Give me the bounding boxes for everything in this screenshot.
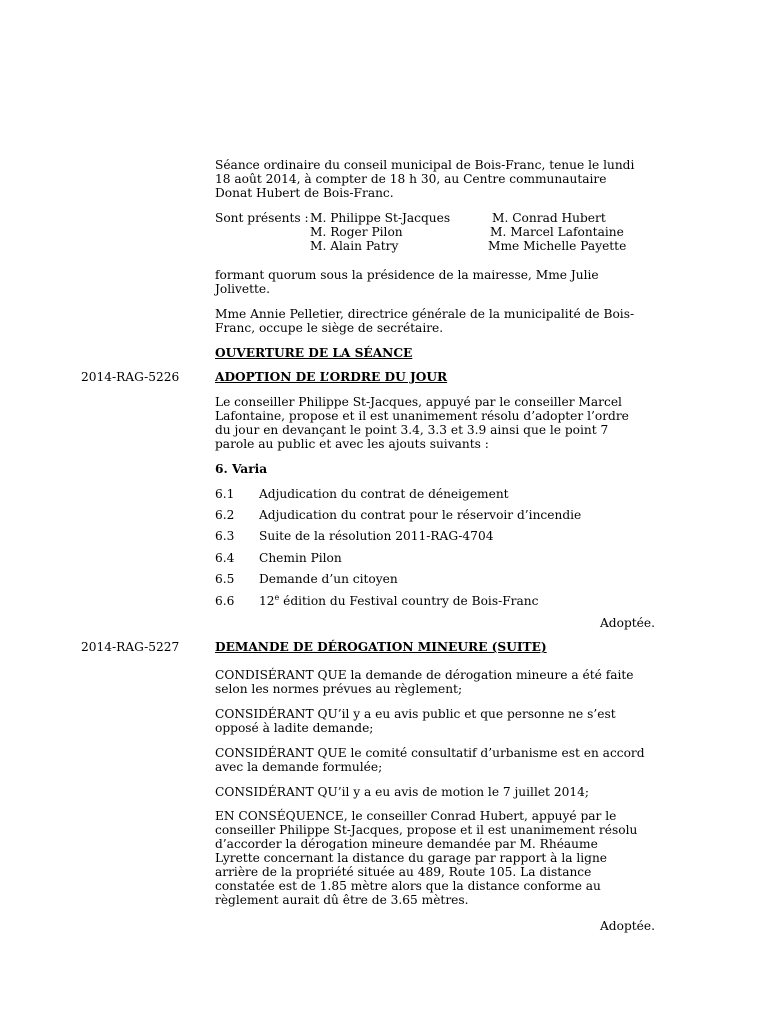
resolution-body-line: parole au public et avec les ajouts suivants : [215, 437, 489, 451]
varia-item-text: Adjudication du contrat pour le réservoir d’incendie [259, 508, 582, 522]
resolution-body-line: du jour en devançant le point 3.4, 3.3 et 3.9 ainsi que le point 7 [215, 423, 609, 437]
attendee: M. Conrad Hubert [492, 211, 606, 225]
varia-item-number: 6.5 [215, 572, 235, 586]
varia-title: 6. Varia [215, 462, 268, 476]
varia-item-text: Chemin Pilon [259, 551, 342, 565]
consequence-line: règlement aurait dû être de 3.65 mètres. [215, 893, 469, 907]
attendee: Mme Michelle Payette [488, 239, 627, 253]
intro-line: 18 août 2014, à compter de 18 h 30, au Centre communautaire [215, 172, 607, 186]
varia-item-text [259, 594, 538, 608]
considerant-line: opposé à ladite demande; [215, 721, 374, 735]
considerant-line: avec la demande formulée; [215, 760, 383, 774]
intro-line: Donat Hubert de Bois-Franc. [215, 186, 394, 200]
considerant-line: selon les normes prévues au règlement; [215, 682, 463, 696]
varia-item-number: 6.4 [215, 551, 235, 565]
considerant-line: CONDISÉRANT QUE la demande de dérogation mineure a été faite [215, 668, 634, 682]
opening-heading: OUVERTURE DE LA SÉANCE [215, 346, 413, 360]
considerant-line: CONSIDÉRANT QUE le comité consultatif d’urbanisme est en accord [215, 746, 645, 760]
consequence-line: conseiller Philippe St-Jacques, propose et il est unanimement résolu [215, 823, 638, 837]
consequence-line: constatée est de 1.85 mètre alors que la distance conforme au [215, 879, 601, 893]
varia-item-text-pre: 12 [259, 594, 275, 608]
resolution-number: 2014-RAG-5226 [81, 370, 180, 384]
varia-item-text: Demande d’un citoyen [259, 572, 398, 586]
varia-item-number: 6.6 [215, 594, 235, 608]
attendee: M. Roger Pilon [310, 225, 403, 239]
resolution-number: 2014-RAG-5227 [81, 640, 180, 654]
secretary-line: Franc, occupe le siège de secrétaire. [215, 321, 444, 335]
varia-item-number: 6.2 [215, 508, 235, 522]
adopted-label: Adoptée. [600, 616, 655, 630]
attendee: M. Marcel Lafontaine [490, 225, 624, 239]
quorum-line: Jolivette. [215, 282, 270, 296]
considerant-line: CONSIDÉRANT QU’il y a eu avis public et que personne ne s’est [215, 707, 616, 721]
adopted-label: Adoptée. [600, 919, 655, 933]
resolution-heading: ADOPTION DE L’ORDRE DU JOUR [215, 370, 448, 384]
consequence-line: EN CONSÉQUENCE, le conseiller Conrad Hubert, appuyé par le [215, 809, 617, 823]
resolution-heading: DEMANDE DE DÉROGATION MINEURE (SUITE) [215, 640, 547, 654]
varia-item-superscript: e [274, 592, 280, 602]
intro-line: Séance ordinaire du conseil municipal de Bois-Franc, tenue le lundi [215, 158, 635, 172]
consequence-line: d’accorder la dérogation mineure demandée par M. Rhéaume [215, 837, 598, 851]
attendee: M. Alain Patry [310, 239, 399, 253]
considerant-line: CONSIDÉRANT QU’il y a eu avis de motion le 7 juillet 2014; [215, 785, 589, 799]
resolution-body-line: Le conseiller Philippe St-Jacques, appuyé par le conseiller Marcel [215, 395, 622, 409]
consequence-line: arrière de la propriété située au 489, Route 105. La distance [215, 865, 592, 879]
resolution-body-line: Lafontaine, propose et il est unanimement résolu d’adopter l’ordre [215, 409, 629, 423]
varia-item-text: Adjudication du contrat de déneigement [259, 487, 509, 501]
varia-item-text: Suite de la résolution 2011-RAG-4704 [259, 529, 494, 543]
quorum-line: formant quorum sous la présidence de la mairesse, Mme Julie [215, 268, 599, 282]
presents-label: Sont présents : [215, 211, 309, 225]
attendee: M. Philippe St-Jacques [310, 211, 451, 225]
consequence-line: Lyrette concernant la distance du garage par rapport à la ligne [215, 851, 608, 865]
secretary-line: Mme Annie Pelletier, directrice générale de la municipalité de Bois- [215, 307, 635, 321]
varia-item-text-post: édition du Festival country de Bois-Franc [279, 594, 539, 608]
varia-item-number: 6.3 [215, 529, 235, 543]
varia-item-number: 6.1 [215, 487, 235, 501]
